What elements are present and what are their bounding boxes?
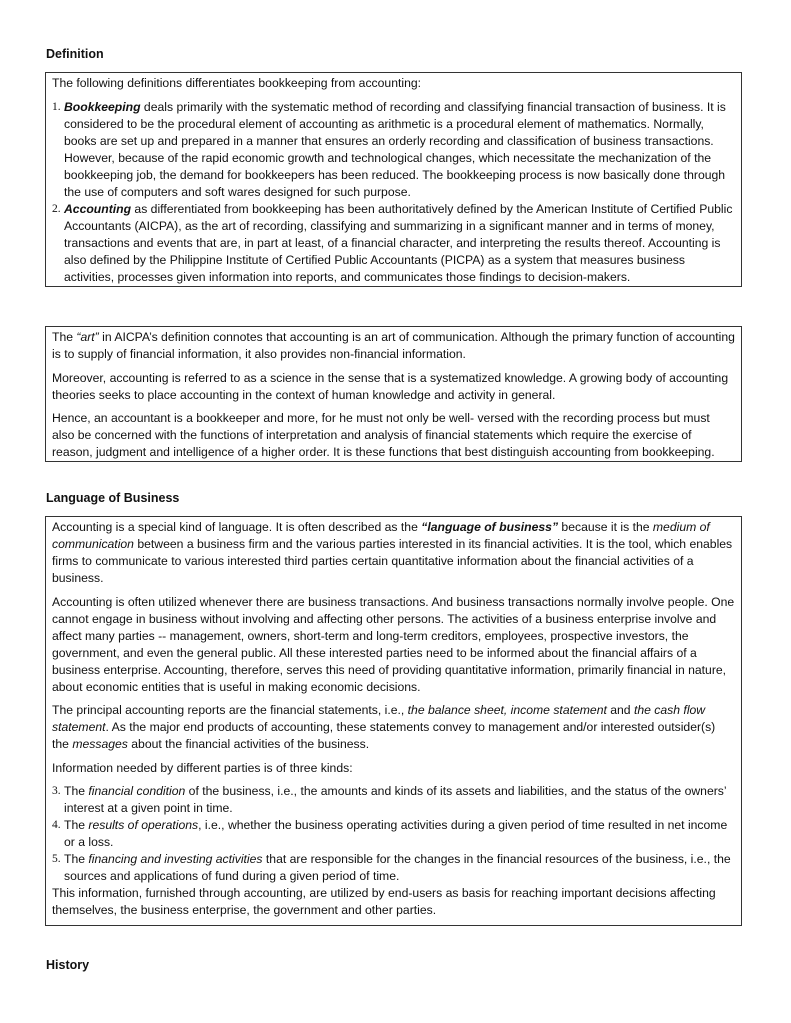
info-item [52,851,735,885]
paragraph-closing: This information, furnished through accounting, are utilized by end-users as basis for reaching important decisions affecting themselves, the business enterprise, the government and other parties. [52,886,716,917]
info-item [52,783,735,817]
paragraph-art: The “art” in AICPA’s definition connotes that accounting is an art of communication. Although the primary function of accounting is to supply of financial information, it also provides non-financial information. [52,330,735,361]
paragraph-accountant: Hence, an accountant is a bookkeeper and more, for he must not only be well- versed with the recording process but must also be concerned with the functions of interpretation and analysis of financial statements which require the exercise of reason, judgment and intelligence of a higher order. It is these functions that best distinguish accounting from bookkeeping. [52,411,715,459]
term-accounting: Accounting [64,201,132,216]
art-science-box [45,326,742,462]
definition-item-bookkeeping [52,99,735,201]
art-emphasis: “art” [76,330,99,344]
messages-emphasis: messages [72,737,128,751]
definition-body: deals primarily with the systematic method of recording and classifying financial transaction of business. It is considered to be the procedural element of accounting as arithmetic is a procedural element of mathematics. Normally, books are set up and prepared in a manner that ensures an orderly recording and classification of business transactions. However, because of the rapid economic growth and technological changes, which necessitate the mechanization of the bookkeeping job, the demand for bookkeepers has been reduced. The bookkeeping process is now basically done through the use of computers and soft wares designed for such purpose. [64,99,726,199]
info-emphasis: results of operations [88,818,199,832]
list-number: 5. [52,853,61,865]
section-heading-definition: Definition [46,47,104,61]
paragraph-language: Accounting is a special kind of language. It is often described as the “language of business” because it is the medium of communication between a business firm and the various parties interested in its financial activities. It is the tool, which enables firms to communicate to various interested third parties certain quantitative information about the financial activities of a business. [52,520,733,585]
statements-emphasis: the balance sheet, income statement [407,703,607,717]
paragraph-reports: The principal accounting reports are the financial statements, i.e., the balance sheet, income statement and the cash flow statement. As the major end products of accounting, these statements convey to management and/or interested outsider(s) the messages about the financial activities of the business. [52,703,716,751]
list-number: 2. [52,202,61,215]
info-text: The financial condition of the business, i.e., the amounts and kinds of its assets and liabilities, and the status of the owners’ interest at a given point in time. [64,784,727,815]
info-text: The results of operations, i.e., whether the business operating activities during a given period of time resulted in net income or a loss. [64,818,728,849]
paragraph-transactions: Accounting is often utilized whenever there are business transactions. And business transactions normally involve people. One cannot engage in business without involving and affecting other persons. The activities of a business enterprise involve and affect many parties -- management, owners, short-term and long-term creditors, employees, prospective investors, the government, and even the general public. All these interested parties need to be informed about the financial affairs of a business enterprise. Accounting, therefore, serves this need of providing quantitative information, primarily financial in nature, about economic entities that is useful in making economic decisions. [52,594,735,694]
paragraph-science: Moreover, accounting is referred to as a science in the sense that is a systematized knowledge. A growing body of accounting theories seeks to place accounting in the context of human knowledge and activity in general. [52,370,729,402]
definition-intro: The following definitions differentiates bookkeeping from accounting: [52,76,422,90]
info-item [52,817,735,851]
section-heading-history: History [46,958,90,972]
paragraph-kinds: Information needed by different parties is of three kinds: [52,760,353,775]
list-number: 1. [52,100,61,113]
definition-box [45,72,742,287]
definition-text [64,201,735,286]
definition-text [64,99,735,201]
info-emphasis: financial condition [88,784,186,798]
language-of-business-emphasis: “language of business” [421,520,559,534]
definition-item-accounting [52,201,735,286]
section-heading-language: Language of Business [46,491,180,505]
term-bookkeeping: Bookkeeping [64,99,141,114]
info-emphasis: financing and investing activities [88,852,263,866]
medium-emphasis: medium of communication [52,520,710,551]
definition-body: as differentiated from bookkeeping has been authoritatively defined by the American Institute of Certified Public Accountants (AICPA), as the art of recording, classifying and summarizing in a significant manner and in terms of money, transactions and events that are, in part at least, of a financial character, and interpreting the results thereof. Accounting is also defined by the Philippine Institute of Certified Public Accountants (PICPA) as a system that measures business activities, processes given information into reports, and communicates those findings to decision-makers. [64,201,733,284]
info-text: The financing and investing activities that are responsible for the changes in the financial resources of the business, i.e., the sources and applications of fund during a given period of time. [64,852,731,883]
language-box [45,516,742,926]
cash-flow-emphasis: the cash flow statement [52,703,706,734]
list-number: 4. [52,819,61,831]
list-number: 3. [52,785,61,797]
